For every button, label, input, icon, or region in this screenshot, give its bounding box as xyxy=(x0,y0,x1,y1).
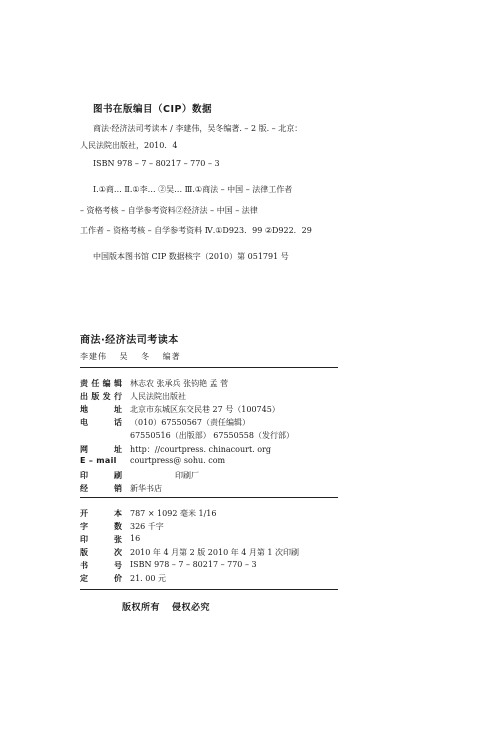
info-value: http：//courtpress. chinacourt. org xyxy=(130,445,272,454)
cip-line-publisher: 人民法院出版社，2010．4 xyxy=(80,141,178,150)
print-label: 字 数 xyxy=(80,522,122,531)
copyright-text-rights: 版权所有 xyxy=(122,603,161,613)
cip-line-record-number: 中国版本图书馆 CIP 数据核字（2010）第 051791 号 xyxy=(93,252,289,261)
copyright-notice xyxy=(122,600,210,613)
cip-line-isbn: ISBN 978 – 7 – 80217 – 770 – 3 xyxy=(93,159,220,168)
info-value: （010）67550567（责任编辑） xyxy=(130,418,250,427)
info-label: 经 销 xyxy=(80,484,122,493)
cip-title: 图书在版编目（CIP）数据 xyxy=(93,104,212,115)
print-value: 326 千字 xyxy=(130,522,164,531)
info-label: 网 址 xyxy=(80,445,122,454)
info-value: 人民法院出版社 xyxy=(130,392,186,401)
book-authors xyxy=(80,351,190,362)
print-value: 16 xyxy=(130,534,141,543)
info-label: E – mail xyxy=(80,456,117,465)
info-value: 新华书店 xyxy=(130,484,162,493)
info-value: courtpress@ sohu. com xyxy=(130,456,226,465)
cip-line-subjects-3: 工作者 – 资格考核 – 自学参考资料 Ⅳ.①D923．99 ②D922．29 xyxy=(80,226,312,235)
print-value: 2010 年 4 月第 2 版 2010 年 4 月第 1 次印刷 xyxy=(130,548,300,557)
info-label: 印 刷 xyxy=(80,471,122,480)
info-value: 67550516（出版部） 67550558（发行部） xyxy=(130,431,294,440)
cip-line-subjects-1: Ⅰ.①商… Ⅱ.①李… ②吴… Ⅲ.①商法 – 中国 – 法律工作者 xyxy=(93,185,293,194)
author-name-2a: 吴 xyxy=(119,352,129,361)
print-label: 印 张 xyxy=(80,535,122,544)
info-value: 北京市东城区东交民巷 27 号（100745） xyxy=(130,405,280,414)
info-value: 林志农 张承兵 张钧艳 孟 菅 xyxy=(130,379,229,388)
print-value: 787 × 1092 毫米 1/16 xyxy=(130,509,217,518)
print-value: 21. 00 元 xyxy=(130,574,166,583)
info-label: 责 任 编 辑 xyxy=(80,379,122,388)
divider-top xyxy=(80,367,338,368)
divider-middle xyxy=(80,497,338,498)
print-label: 版 次 xyxy=(80,548,122,557)
print-value: ISBN 978 – 7 – 80217 – 770 – 3 xyxy=(130,560,257,569)
author-name-2b: 冬 xyxy=(141,352,151,361)
author-name-1: 李建伟 xyxy=(80,352,107,361)
print-label: 定 价 xyxy=(80,574,122,583)
book-title: 商法·经济法司考读本 xyxy=(80,335,179,346)
print-label: 书 号 xyxy=(80,561,122,570)
info-label: 电 话 xyxy=(80,418,122,427)
divider-bottom xyxy=(80,589,338,590)
info-label: 出 版 发 行 xyxy=(80,392,122,401)
print-label: 开 本 xyxy=(80,509,122,518)
author-role: 编著 xyxy=(162,352,181,361)
cip-line-subjects-2: – 资格考核 – 自学参考资料②经济法 – 中国 – 法律 xyxy=(80,206,258,215)
info-value-printer: 印刷厂 xyxy=(175,471,199,480)
info-label: 地 址 xyxy=(80,405,122,414)
cip-line-title-author: 商法·经济法司考读本 / 李建伟，吴冬编著. – 2 版. – 北京： xyxy=(93,124,303,133)
copyright-text-infringement: 侵权必究 xyxy=(172,603,211,613)
